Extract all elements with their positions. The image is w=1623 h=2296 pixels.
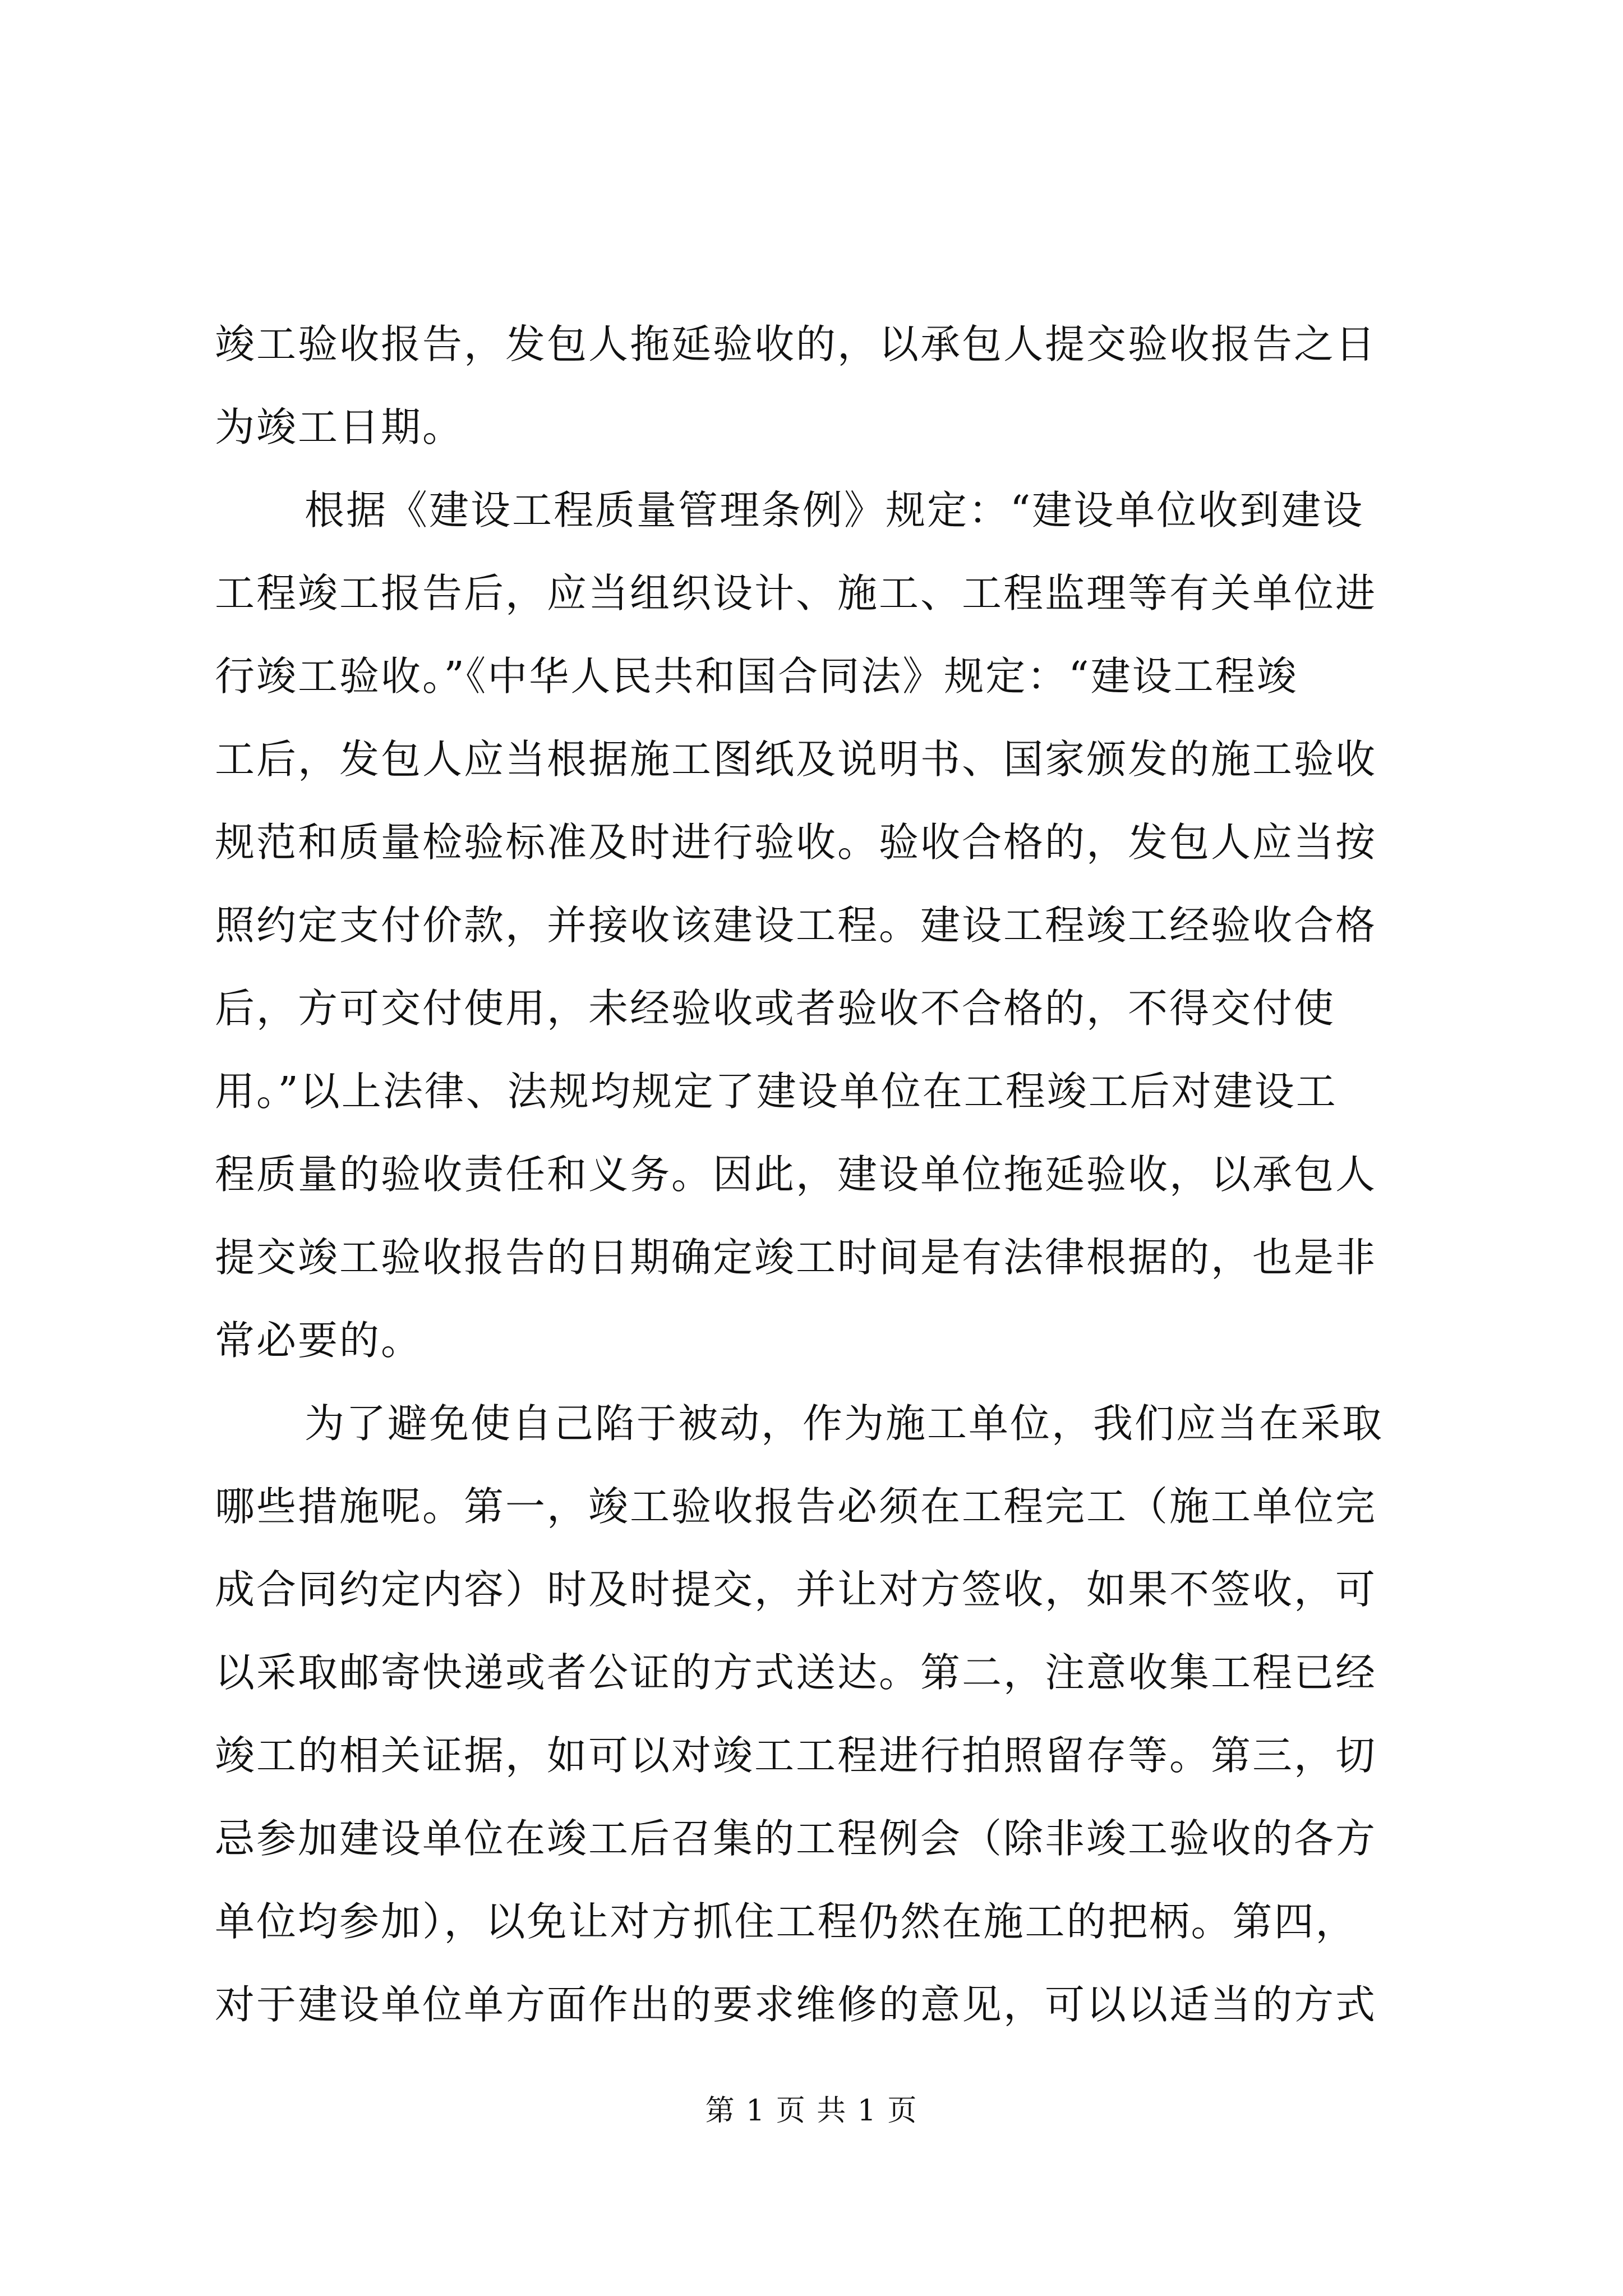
text-line: 成合同约定内容）时及时提交，并让对方签收，如果不签收，可 [215, 1566, 1377, 1613]
text-line: 常必要的。 [215, 1317, 423, 1364]
text-line: 对于建设单位单方面作出的要求维修的意见，可以以适当的方式 [215, 1981, 1377, 2028]
body-text [215, 303, 1415, 2046]
text-line: 后，方可交付使用，未经验收或者验收不合格的，不得交付使 [215, 985, 1336, 1032]
text-line: 程质量的验收责任和义务。因此，建设单位拖延验收，以承包人 [215, 1151, 1377, 1198]
text-line: 忌参加建设单位在竣工后召集的工程例会（除非竣工验收的各方 [215, 1815, 1377, 1862]
text-line: 照约定支付价款，并接收该建设工程。建设工程竣工经验收合格 [215, 902, 1377, 949]
text-line: 行竣工验收。”《中华人民共和国合同法》规定：“建设工程竣 [215, 653, 1298, 700]
text-line: 用。”以上法律、法规均规定了建设单位在工程竣工后对建设工 [215, 1068, 1338, 1115]
text-line: 提交竣工验收报告的日期确定竣工时间是有法律根据的，也是非 [215, 1234, 1377, 1281]
paragraph-first-line: 根据《建设工程质量管理条例》规定：“建设单位收到建设 [305, 487, 1364, 533]
text-line: 竣工验收报告，发包人拖延验收的，以承包人提交验收报告之日 [215, 321, 1377, 367]
text-line: 哪些措施呢。第一，竣工验收报告必须在工程完工（施工单位完 [215, 1483, 1377, 1530]
text-line: 为竣工日期。 [215, 404, 464, 450]
text-line: 竣工的相关证据，如可以对竣工工程进行拍照留存等。第三，切 [215, 1732, 1377, 1779]
page-number-footer: 第 1 页 共 1 页 [705, 2094, 918, 2128]
text-line: 以采取邮寄快递或者公证的方式送达。第二，注意收集工程已经 [215, 1649, 1377, 1696]
text-line: 工程竣工报告后，应当组织设计、施工、工程监理等有关单位进 [215, 570, 1377, 616]
text-line: 单位均参加），以免让对方抓住工程仍然在施工的把柄。第四， [215, 1898, 1357, 1945]
paragraph-first-line: 为了避免使自己陷于被动，作为施工单位，我们应当在采取 [305, 1400, 1384, 1447]
text-line: 规范和质量检验标准及时进行验收。验收合格的，发包人应当按 [215, 819, 1377, 866]
text-line: 工后，发包人应当根据施工图纸及说明书、国家颁发的施工验收 [215, 736, 1377, 783]
